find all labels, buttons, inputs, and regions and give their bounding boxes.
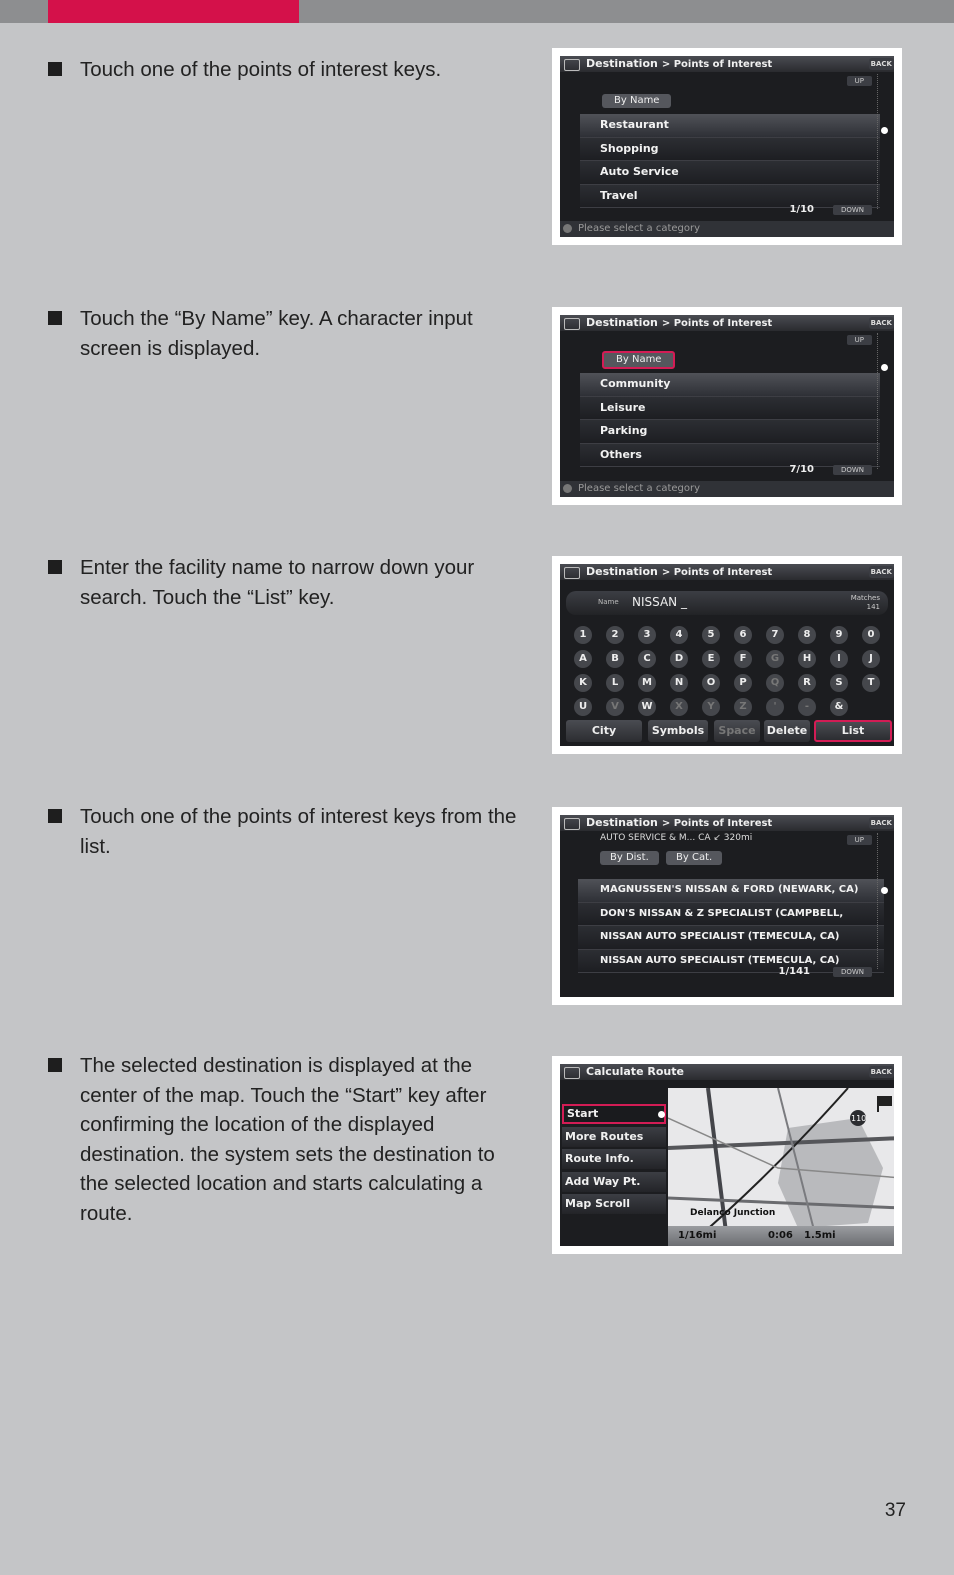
screen-subtitle: > Points of Interest <box>661 818 773 829</box>
add-way-point-button[interactable]: Add Way Pt. <box>562 1172 666 1192</box>
key[interactable]: C <box>638 650 656 668</box>
category-item[interactable]: Others <box>580 444 880 468</box>
screen-title: Destination <box>586 816 658 829</box>
screen-subtitle: > Points of Interest <box>661 567 773 578</box>
key[interactable]: L <box>606 674 624 692</box>
scroll-down-button[interactable]: DOWN <box>833 205 872 215</box>
sort-by-distance-button[interactable]: By Dist. <box>600 851 659 865</box>
key[interactable]: 6 <box>734 626 752 644</box>
category-item[interactable]: Shopping <box>580 138 880 162</box>
result-item[interactable]: DON'S NISSAN & Z SPECIALIST (CAMPBELL, <box>578 903 884 927</box>
back-button[interactable]: BACK <box>870 1068 892 1076</box>
screen-title: Destination <box>586 57 658 70</box>
scrollbar[interactable] <box>877 833 888 969</box>
nav-screen <box>560 564 894 746</box>
destination-icon <box>564 318 580 330</box>
info-text: Please select a category <box>578 483 701 494</box>
key[interactable]: ' <box>766 698 784 716</box>
screen-title: Destination <box>586 316 658 329</box>
back-button[interactable]: BACK <box>870 568 892 576</box>
bullet-icon <box>48 62 62 76</box>
keyboard <box>574 624 884 720</box>
key[interactable]: U <box>574 698 592 716</box>
screen-header <box>560 815 894 831</box>
key[interactable]: Z <box>734 698 752 716</box>
key[interactable]: I <box>830 650 848 668</box>
bullet-icon <box>48 560 62 574</box>
destination-icon <box>564 818 580 830</box>
key[interactable]: V <box>606 698 624 716</box>
map-road <box>708 1088 728 1246</box>
route-distance: 1.5mi <box>804 1230 836 1241</box>
step-text: Enter the facility name to narrow down your search. Touch the “List” key. <box>80 556 475 609</box>
section-tab <box>48 0 299 23</box>
key[interactable]: 8 <box>798 626 816 644</box>
list-button[interactable]: List <box>814 720 892 742</box>
key[interactable]: 7 <box>766 626 784 644</box>
category-item[interactable]: Travel <box>580 185 880 209</box>
key[interactable]: K <box>574 674 592 692</box>
route-info-button[interactable]: Route Info. <box>562 1149 666 1169</box>
key-row <box>574 696 884 720</box>
step-1 <box>48 55 528 85</box>
destination-icon <box>564 567 580 579</box>
nav-screen <box>560 1064 894 1246</box>
scroll-down-button[interactable]: DOWN <box>833 967 872 977</box>
key[interactable]: O <box>702 674 720 692</box>
map-scroll-button[interactable]: Map Scroll <box>562 1194 666 1214</box>
key-row <box>574 648 884 672</box>
key[interactable]: A <box>574 650 592 668</box>
bullet-icon <box>48 809 62 823</box>
screenshot-poi-categories <box>552 48 902 245</box>
start-button[interactable]: Start <box>562 1104 666 1124</box>
key[interactable]: M <box>638 674 656 692</box>
result-item[interactable]: NISSAN AUTO SPECIALIST (TEMECULA, CA) <box>578 926 884 950</box>
key[interactable]: H <box>798 650 816 668</box>
key[interactable]: 4 <box>670 626 688 644</box>
by-name-button[interactable]: By Name <box>602 94 671 108</box>
scroll-up-button[interactable]: UP <box>847 76 872 86</box>
info-text: Please select a category <box>578 223 701 234</box>
destination-flag-icon <box>878 1096 892 1112</box>
nav-screen <box>560 315 894 497</box>
screenshot-calculate-route <box>552 1056 902 1254</box>
category-item[interactable]: Parking <box>580 420 880 444</box>
scroll-position-dot <box>881 887 888 894</box>
info-bar <box>560 221 894 237</box>
menu-selection-dot <box>658 1111 665 1118</box>
scrollbar[interactable] <box>877 74 888 209</box>
key[interactable]: E <box>702 650 720 668</box>
screen-subtitle: > Points of Interest <box>661 318 773 329</box>
screenshot-results <box>552 807 902 1005</box>
nav-screen <box>560 815 894 997</box>
result-item[interactable]: MAGNUSSEN'S NISSAN & FORD (NEWARK, CA) <box>578 879 884 903</box>
info-icon <box>563 224 572 233</box>
key[interactable]: T <box>862 674 880 692</box>
back-button[interactable]: BACK <box>870 60 892 68</box>
screen-header <box>560 56 894 72</box>
nav-screen <box>560 56 894 237</box>
bullet-icon <box>48 311 62 325</box>
key-row <box>574 672 884 696</box>
page-indicator: 1/141 <box>778 966 810 977</box>
keyboard-actions <box>566 720 892 742</box>
key[interactable]: 0 <box>862 626 880 644</box>
space-button[interactable]: Space <box>714 720 760 742</box>
map-place-label: Delanco Junction <box>690 1208 776 1218</box>
scroll-position-dot <box>881 127 888 134</box>
matches-label: Matches <box>850 594 880 602</box>
key[interactable]: W <box>638 698 656 716</box>
route-status-bar <box>668 1226 894 1246</box>
screenshot-keyboard <box>552 556 902 754</box>
step-5 <box>48 1051 528 1228</box>
scroll-up-button[interactable]: UP <box>847 335 872 345</box>
key[interactable]: B <box>606 650 624 668</box>
result-item[interactable]: NISSAN AUTO SPECIALIST (TEMECULA, CA) <box>578 950 884 974</box>
key-row <box>574 624 884 648</box>
screen-header <box>560 1064 894 1080</box>
category-list <box>580 114 880 208</box>
key[interactable]: Y <box>702 698 720 716</box>
key[interactable]: 2 <box>606 626 624 644</box>
key[interactable]: - <box>798 698 816 716</box>
scrollbar[interactable] <box>877 333 888 469</box>
matches-value: 141 <box>866 603 880 611</box>
key[interactable]: 3 <box>638 626 656 644</box>
destination-icon <box>564 59 580 71</box>
map-area <box>778 1118 883 1228</box>
step-3 <box>48 553 528 612</box>
results-list <box>578 879 884 973</box>
highway-number: 110 <box>851 1114 867 1123</box>
category-item[interactable]: Restaurant <box>580 114 880 138</box>
name-value: NISSAN _ <box>632 595 687 609</box>
more-routes-button[interactable]: More Routes <box>562 1127 666 1147</box>
route-map[interactable] <box>668 1088 894 1246</box>
key[interactable]: 9 <box>830 626 848 644</box>
delete-button[interactable]: Delete <box>764 720 810 742</box>
key[interactable]: R <box>798 674 816 692</box>
step-text: The selected destination is displayed at the center of the map. Touch the “Start” key after confirming the location of the displayed destination. the system sets the destination to the selected location and starts calculating a route. <box>80 1054 495 1225</box>
highway-shield-icon <box>850 1110 866 1126</box>
screen-title: Destination <box>586 565 658 578</box>
category-item[interactable]: Leisure <box>580 397 880 421</box>
key[interactable]: & <box>830 698 848 716</box>
key[interactable]: P <box>734 674 752 692</box>
by-name-button[interactable]: By Name <box>602 351 675 369</box>
step-text: Touch one of the points of interest keys from the list. <box>80 805 517 858</box>
sort-by-category-button[interactable]: By Cat. <box>666 851 722 865</box>
matches-counter <box>851 594 880 612</box>
map-scale: 1/16mi <box>678 1230 717 1241</box>
category-item[interactable]: Community <box>580 373 880 397</box>
scroll-position-dot <box>881 364 888 371</box>
page-number: 37 <box>884 1500 906 1521</box>
step-2 <box>48 304 528 363</box>
info-bar <box>560 481 894 497</box>
route-icon <box>564 1067 580 1079</box>
key[interactable]: F <box>734 650 752 668</box>
screen-header <box>560 564 894 580</box>
route-menu <box>562 1104 666 1217</box>
category-item[interactable]: Auto Service <box>580 161 880 185</box>
screen-header <box>560 315 894 331</box>
key[interactable]: Q <box>766 674 784 692</box>
name-label: Name <box>598 598 619 606</box>
bullet-icon <box>48 1058 62 1072</box>
name-input[interactable] <box>566 591 888 615</box>
back-button[interactable]: BACK <box>870 819 892 827</box>
step-4 <box>48 802 528 861</box>
key[interactable]: 1 <box>574 626 592 644</box>
key[interactable]: D <box>670 650 688 668</box>
key[interactable]: J <box>862 650 880 668</box>
step-text: Touch one of the points of interest keys. <box>80 58 442 81</box>
symbols-button[interactable]: Symbols <box>648 720 708 742</box>
map-graphic <box>668 1088 894 1246</box>
screen-subtitle: > Points of Interest <box>661 59 773 70</box>
screen-title: Calculate Route <box>586 1065 684 1078</box>
route-time: 0:06 <box>768 1230 793 1241</box>
info-icon <box>563 484 572 493</box>
scroll-down-button[interactable]: DOWN <box>833 465 872 475</box>
back-button[interactable]: BACK <box>870 319 892 327</box>
city-button[interactable]: City <box>566 720 642 742</box>
key[interactable]: X <box>670 698 688 716</box>
page-indicator: 7/10 <box>789 464 814 475</box>
step-text: Touch the “By Name” key. A character input screen is displayed. <box>80 307 473 360</box>
filter-summary: AUTO SERVICE & M... CA ↙ 320mi <box>600 833 753 843</box>
key[interactable]: G <box>766 650 784 668</box>
category-list <box>580 373 880 467</box>
key[interactable]: N <box>670 674 688 692</box>
scroll-up-button[interactable]: UP <box>847 835 872 845</box>
page-indicator: 1/10 <box>789 204 814 215</box>
screenshot-by-name <box>552 307 902 505</box>
key[interactable]: S <box>830 674 848 692</box>
key[interactable]: 5 <box>702 626 720 644</box>
